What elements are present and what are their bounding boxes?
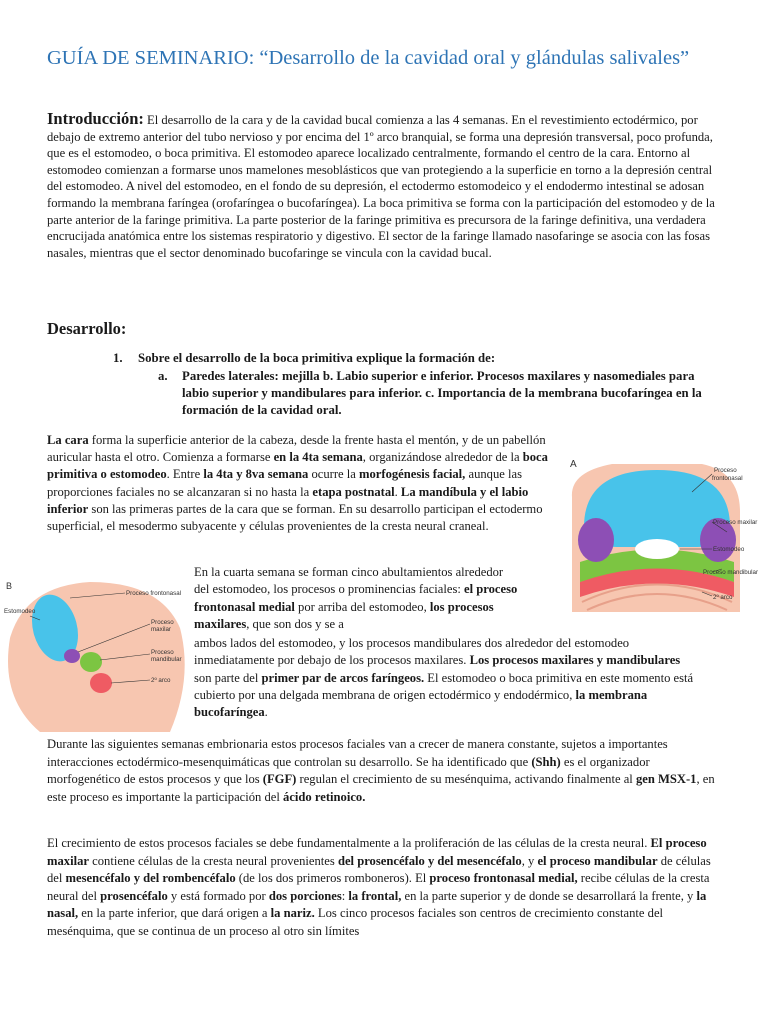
para4-run: del prosencéfalo y del mesencéfalo [337,853,522,868]
intro-paragraph [47,111,723,261]
figure-b-maxilar [64,649,80,663]
para4-run: la frontal, [348,888,402,903]
figure-b-label-estomodeo: Estomodeo [4,608,36,615]
para3-run: gen MSX-1 [635,772,697,786]
question-letter: a. [158,369,168,383]
para4-run: (de los dos primeros romboneros). El [235,871,430,885]
figure-a-label-mandibular: Proceso mandibular [703,569,759,576]
para2_narrow-run: , que son dos y se a [246,616,344,631]
figure-b-label-frontonasal: Proceso frontonasal [126,590,182,597]
desarrollo-heading: Desarrollo: [47,319,127,338]
para2_wide-run: . [264,705,268,720]
para3-run: regulan el crecimiento de su mesénquima, activando finalmente al [296,772,636,786]
para1-run: etapa postnatal [312,484,395,499]
para2_narrow-run: los procesos maxilares [194,599,494,631]
para4-run: y está formado por [167,888,269,903]
figure-a-label-maxilar: Proceso maxilar [713,519,758,526]
para3-run: (Shh) [531,754,561,769]
para4-run: proceso frontonasal medial, [429,871,578,885]
para4-run: mesencéfalo y del rombencéfalo [65,871,236,885]
figure-a-label-arco2: 2º arco [713,594,733,601]
figure-b-mandibular [80,652,102,672]
para2_wide-run: El estomodeo o boca primitiva en este momento está cubierto por una delgada membrana de origen ectodérmico y endodérmico, [194,670,694,702]
para2_wide-run: son parte del [194,670,262,685]
question-text: Sobre el desarrollo de la boca primitiva explique la formación de: [138,351,496,365]
para3-run: Durante las siguientes semanas embrionaria estos procesos faciales van a crecer de manera constante, sujetos a importantes interacciones ectodérmico-mesenquimáticas que controlan su desarrollo. Se ha identificado que [47,737,668,769]
figure-b-arco2 [90,673,112,693]
figure-b-label-arco2: 2º arco [151,677,171,684]
question-1a [158,368,718,419]
para4-run: en la parte inferior, que dará origen a [78,906,271,920]
para2_wide-run: ambos lados del estomodeo, y los procesos mandibulares dos alrededor del estomodeo inmediatamente por debajo de los procesos maxilares. [194,636,630,668]
para1-run: la 4ta y 8va semana [203,467,309,482]
intro-text: El desarrollo de la cara y de la cavidad bucal comienza a las 4 semanas. En el revestimiento ectodérmico, por debajo de extremo anterior del tubo nervioso y por encima del 1º arco branquial, se forma una depresión transversal, poco profunda, que es el estomodeo, o boca primitiva. El estomodeo aparece localizado centralmente, formando el centro de la cara. Entorno al estomodeo comienzan a formarse unos mamelones mesoblásticos que van protegiendo a la superficie en torno a la depresión central del estomodeo. A nivel del estomodeo, en el fondo de su depresión, el ectodermo estomodeico y el endodermo intestinal se adosan formando la membrana faríngea (orofaríngea o bucofaríngea). La boca primitiva se forma con la participación del estomodeo y de la parte anterior de la faringe primitiva. La parte posterior de la faringe primitiva es precursora de la faringe definitiva, una verdadera encrucijada anatómica entre los sistemas respiratorio y digestivo. El sector de la faringe llamado nasofaringe se asocia con las fosas nasales, mientras que el sector denominado bucofaringe se vincula con la cavidad bucal. [47,113,715,260]
paragraph-cara [47,432,551,535]
para4-run: El crecimiento de estos procesos faciales se debe fundamentalmente a la proliferación de las células de la cresta neural. [47,836,651,850]
para1-run: ocurre la [308,467,359,482]
para2_narrow-run: por arriba del estomodeo, [294,599,430,614]
figure-a-maxilar-left [578,518,614,562]
figure-b-label-mandibular-2: mandibular [151,656,182,663]
para1-run: . [394,484,401,499]
para1-run: en la 4ta semana [273,450,363,465]
figure-b-label-maxilar-1: Proceso [151,619,174,626]
para3-run: , en este proceso es importante la participación del [47,772,715,804]
figure-a-estomodeo [635,539,679,559]
paragraph-cuarta-semana-wide [194,635,694,721]
figure-a-letter: A [570,459,577,470]
intro-label: Introducción: [47,109,144,128]
para1-run: forma la superficie anterior de la cabeza, desde la frente hasta el mentón, y de un pabellón auricular hasta el otro. Comienza a formarse [47,433,546,465]
para4-run: recibe células de la cresta neural del [47,871,710,903]
question-1 [113,350,495,367]
para4-run: El proceso maxilar [47,836,707,868]
para3-run: ácido retinoico. [283,789,366,804]
para1-run: boca primitiva o estomodeo [47,450,548,482]
para4-run: Los cinco procesos faciales son centros de crecimiento constante del mesénquima, que se continua de un proceso al otro sin límites [47,906,664,938]
para4-run: de células del [47,853,711,885]
para4-run: , y [521,853,538,868]
para2_wide-run: primer par de arcos faríngeos. [261,670,425,685]
figure-a-face-diagram [562,452,762,617]
figure-b-label-mandibular-1: Proceso [151,649,174,656]
para2_wide-run: la membrana bucofaríngea [194,687,648,720]
para3-run: es el organizador morfogenético de estos procesos y que los [47,754,650,786]
para1-run: . Entre [166,467,204,482]
para4-run: la nariz. [270,906,315,920]
para1-run: La cara [47,433,89,447]
paragraph-crecimiento [47,835,723,940]
para3-run: (FGF) [262,772,297,786]
para1-run: son las primeras partes de la cara que se forman. En su desarrollo participan el ectodermo superficial, el mesodermo subyacente y células provenientes de la cresta neural craneal. [47,501,543,534]
figure-a-label-frontonasal2: frontonasal [712,475,743,482]
question-number: 1. [113,351,123,365]
para4-run: la nasal, [47,888,707,920]
para2_narrow-run: el proceso frontonasal medial [194,582,518,614]
figure-a-label-frontonasal: Proceso [714,467,737,474]
para1-run: aunque las proporciones faciales no se alcanzaran si no hasta la [47,467,522,499]
para1-run: La mandíbula y el labio inferior [47,484,529,516]
para1-run: , organizándose alrededor de la [362,450,523,465]
para2_wide-run: Los procesos maxilares y mandibulares [469,653,681,668]
page-title: GUÍA DE SEMINARIO: “Desarrollo de la cavidad oral y glándulas salivales” [47,47,690,69]
para4-run: en la parte superior y de donde se desarrollará la frente, y [401,888,697,903]
figure-b-embryo-diagram [0,578,193,732]
para4-run: el proceso mandibular [537,853,658,868]
paragraph-cuarta-semana-narrow [194,564,518,633]
question-subtext: Paredes laterales: mejilla b. Labio superior e inferior. Procesos maxilares y nasomediales para labio superior y mandibulares para inferior. c. Importancia de la membrana bucofaríngea en la formación de la cavidad oral. [182,369,702,417]
para4-run: : [341,888,349,903]
para2_narrow-run: En la cuarta semana se forman cinco abultamientos alrededor del estomodeo, los procesos o prominencias faciales: [194,565,504,597]
figure-b-label-maxilar-2: maxilar [151,626,171,633]
figure-b-letter: B [6,581,13,591]
figure-a-label-estomodeo: Estomodeo [713,546,745,553]
para4-run: prosencéfalo [100,888,168,903]
para4-run: contiene células de la cresta neural provenientes [88,853,338,868]
paragraph-semanas-siguientes [47,736,723,806]
para4-run: dos porciones [268,888,342,903]
para1-run: morfogénesis facial, [359,467,466,482]
